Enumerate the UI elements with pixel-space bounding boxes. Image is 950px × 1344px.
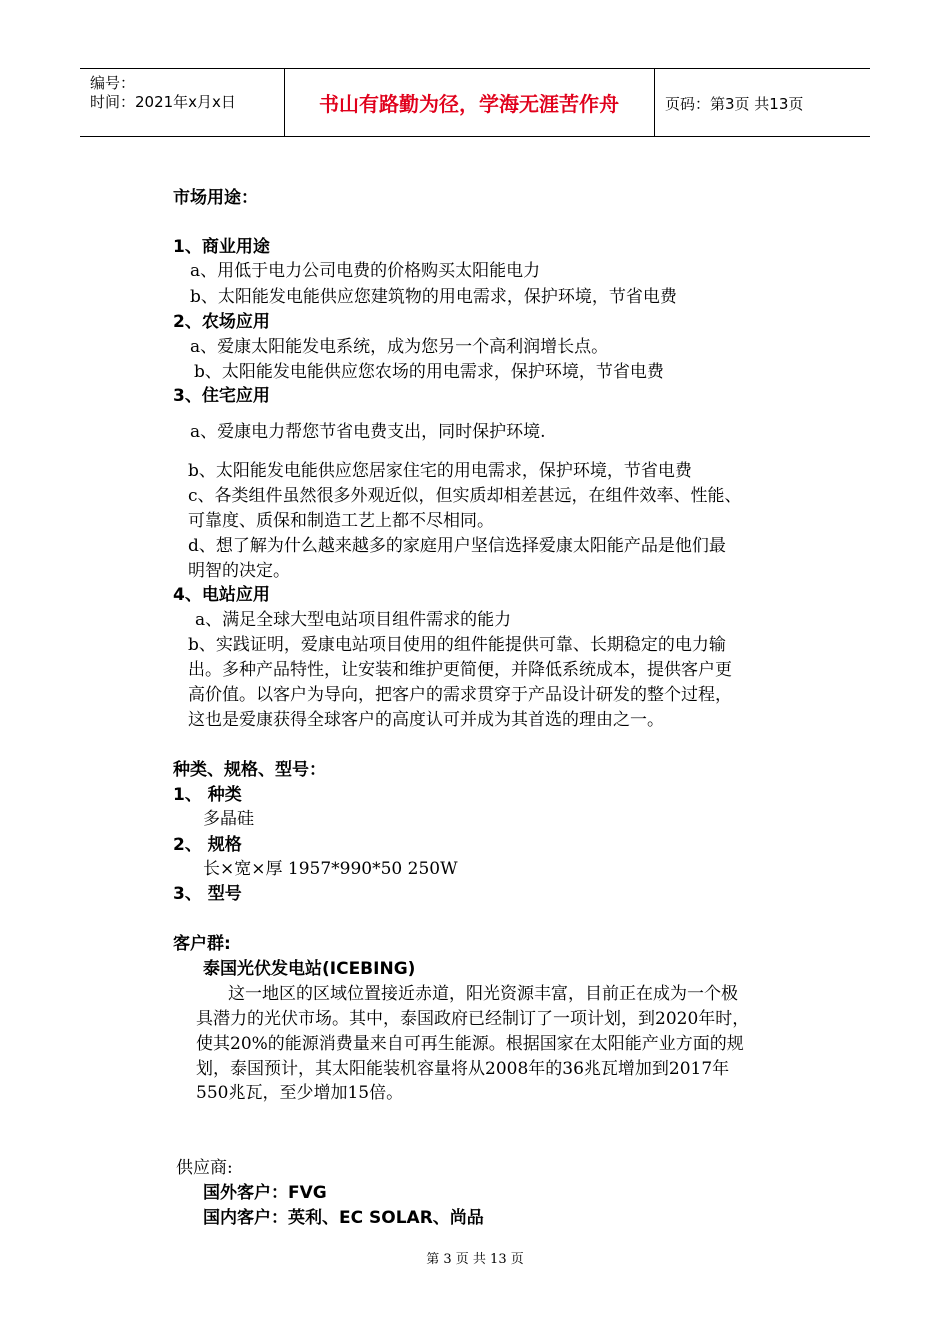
commercial-item-a: a、用低于电力公司电费的价格购买太阳能电力 (190, 261, 541, 281)
residential-item-c-cont: 可靠度、质保和制造工艺上都不尽相同。 (188, 511, 494, 531)
residential-item-d: d、想了解为什么越来越多的家庭用户坚信选择爱康太阳能产品是他们最 (188, 536, 726, 556)
page-header (80, 68, 870, 137)
residential-item-b: b、太阳能发电能供应您居家住宅的用电需求，保护环境，节省电费 (188, 461, 692, 481)
specs-title: 种类、规格、型号： (173, 760, 326, 780)
residential-item-c: c、各类组件虽然很多外观近似，但实质却相差甚远，在组件效率、性能、 (188, 486, 742, 506)
model-heading: 3、 型号 (173, 884, 242, 904)
customer-paragraph-line: 550兆瓦，至少增加15倍。 (196, 1083, 404, 1103)
residential-heading: 3、住宅应用 (173, 386, 270, 406)
customer-paragraph-line: 具潜力的光伏市场。其中，泰国政府已经制订了一项计划，到2020年时， (196, 1009, 750, 1029)
customers-title: 客户群: (173, 934, 231, 954)
market-title: 市场用途： (173, 188, 258, 208)
kind-heading: 1、 种类 (173, 785, 242, 805)
spec-heading: 2、 规格 (173, 835, 242, 855)
page-footer: 第 3 页 共 13 页 (426, 1252, 524, 1267)
document-date-label: 时间：2021年x月x日 (90, 93, 236, 111)
farm-item-b: b、太阳能发电能供应您农场的用电需求，保护环境，节省电费 (194, 362, 664, 382)
customer-name: 泰国光伏发电站(ICEBING) (203, 959, 416, 979)
residential-item-a: a、爱康电力帮您节省电费支出，同时保护环境. (190, 422, 546, 442)
kind-value: 多晶硅 (203, 809, 254, 829)
station-item-b: b、实践证明，爱康电站项目使用的组件能提供可靠、长期稳定的电力输 (188, 635, 726, 655)
page-number-label: 页码：第3页 共13页 (665, 95, 804, 113)
farm-heading: 2、农场应用 (173, 312, 270, 332)
customer-paragraph-line: 使其20%的能源消费量来自可再生能源。根据国家在太阳能产业方面的规 (196, 1034, 744, 1054)
station-item-a: a、满足全球大型电站项目组件需求的能力 (195, 610, 512, 630)
spec-value: 长×宽×厚 1957*990*50 250W (203, 859, 458, 879)
suppliers-title: 供应商: (176, 1158, 233, 1178)
station-heading: 4、电站应用 (173, 585, 270, 605)
suppliers-domestic: 国内客户：英利、EC SOLAR、尚品 (203, 1208, 484, 1228)
customer-paragraph-line: 这一地区的区域位置接近赤道，阳光资源丰富，目前正在成为一个极 (228, 984, 738, 1004)
commercial-item-b: b、太阳能发电能供应您建筑物的用电需求，保护环境，节省电费 (190, 287, 677, 307)
customer-paragraph-line: 划，泰国预计，其太阳能装机容量将从2008年的36兆瓦增加到2017年 (196, 1059, 730, 1079)
station-item-b-cont: 出。多种产品特性，让安装和维护更简便，并降低系统成本，提供客户更 (188, 660, 732, 680)
residential-item-d-cont: 明智的决定。 (188, 561, 290, 581)
document-number-label: 编号： (90, 74, 136, 92)
farm-item-a: a、爱康太阳能发电系统，成为您另一个高利润增长点。 (190, 337, 609, 357)
commercial-heading: 1、商业用途 (173, 237, 270, 257)
station-item-b-cont: 高价值。以客户为导向，把客户的需求贯穿于产品设计研发的整个过程， (188, 685, 732, 705)
header-motto: 书山有路勤为径，学海无涯苦作舟 (319, 92, 619, 116)
station-item-b-cont: 这也是爱康获得全球客户的高度认可并成为其首选的理由之一。 (188, 710, 664, 730)
suppliers-foreign: 国外客户：FVG (203, 1183, 327, 1203)
header-divider (654, 69, 655, 136)
